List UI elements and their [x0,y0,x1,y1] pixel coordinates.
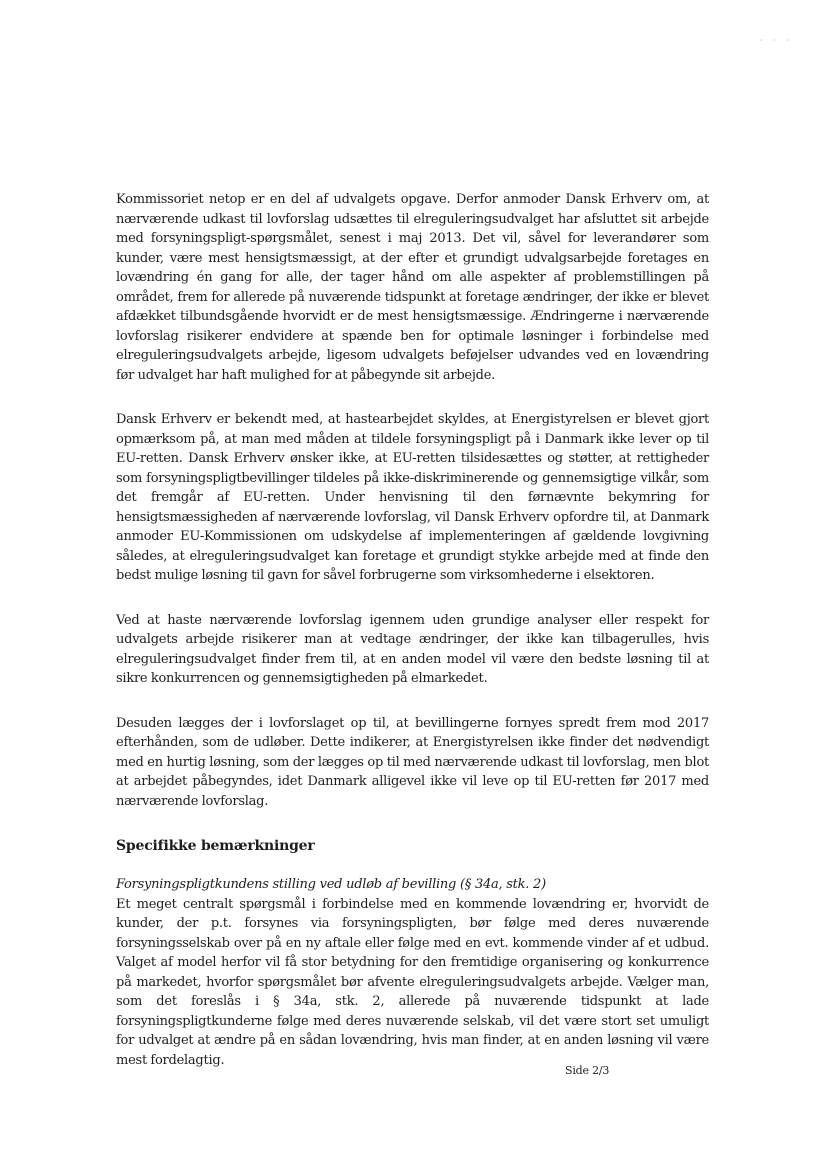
paragraph-haste-lovforslag: Ved at haste nærværende lovforslag igennem uden grundige analyser eller respekt for udvalgets arbejde risikerer man at vedtage ændringer, der ikke kan tilbagerulles, hvis elreguleringsudvalget finder frem til, at en anden model vil være den bedste løsning til at sikre konkurrencen og gennemsigtigheden på elmarkedet. [116,612,709,686]
paragraph-hastearbejdet: Dansk Erhverv er bekendt med, at hastearbejdet skyldes, at Energistyrelsen er blevet gjort opmærksom på, at man med måden at tildele forsyningspligt på i Danmark ikke lever op til EU-retten. Dansk Erhverv ønsker ikke, at EU-retten tilsidesættes og støtter, at rettigheder som forsyningspligtbevillinger tildeles på ikke-diskriminerende og gennemsigtige vilkår, som det fremgår af EU-retten. Under henvisning til den førnævnte bekymring for hensigtsmæssigheden af nærværende lovforslag, vil Dansk Erhverv opfordre til, at Danmark anmoder EU-Kommissionen om udskydelse af implementeringen af gældende lovgivning således, at elreguleringsudvalget kan foretage et grundigt stykke arbejde med at finde den bedst mulige løsning til gavn for såvel forbrugerne som virksomhederne i elsektoren. [116,412,709,583]
subsection-heading: Forsyningspligtkundens stilling ved udløb af bevilling (§ 34a, stk. 2) [116,877,546,892]
section-heading: Specifikke bemærkninger [116,838,315,854]
document-body [116,190,709,1095]
paragraph-kommissoriet: Kommissoriet netop er en del af udvalgets opgave. Derfor anmoder Dansk Erhverv om, at nærværende udkast til lovforslag udsættes til elreguleringsudvalget har afsluttet sit arbejde med forsyningspligt-spørgsmålet, senest i maj 2013. Det vil, såvel for leverandører som kunder, være mest hensigtsmæssigt, at der efter et grundigt udvalgsarbejde foretages en lovændring én gang for alle, der tager hånd om alle aspekter af problemstillingen på området, frem for allerede på nuværende tidspunkt at foretage ændringer, der ikke er blevet afdækket tilbundsgående hvorvidt er de mest hensigtsmæssige. Ændringerne i nærværende lovforslag risikerer endvidere at spænde ben for optimale løsninger i forbindelse med elreguleringsudvalgets arbejde, ligesom udvalgets beføjelser udvandes ved en lovændring før udvalget har haft mulighed for at påbegynde sit arbejde. [116,192,709,383]
scan-corner-marks: · · · [760,36,793,45]
page-number: Side 2/3 [565,1064,610,1077]
paragraph-forsyningspligtkunden: Et meget centralt spørgsmål i forbindelse med en kommende lovændring er, hvorvidt de kunder, der p.t. forsynes via forsyningspligten, bør følge med deres nuværende forsyningsselskab over på en ny aftale eller følge med en evt. kommende vinder af et udbud. Valget af model herfor vil få stor betydning for den fremtidige organisering og konkurrence på markedet, hvorfor spørgsmålet bør afvente elreguleringsudvalgets arbejde. Vælger man, som det foreslås i § 34a, stk. 2, allerede på nuværende tidspunkt at lade forsyningspligtkunderne følge med deres nuværende selskab, vil det være stort set umuligt for udvalget at ændre på en sådan lovændring, hvis man finder, at en anden løsning vil være mest fordelagtig. [116,896,709,1068]
paragraph-bevillinger-2017: Desuden lægges der i lovforslaget op til, at bevillingerne fornyes spredt frem mod 2017 efterhånden, som de udløber. Dette indikerer, at Energistyrelsen ikke finder det nødvendigt med en hurtig løsning, som der lægges op til med nærværende udkast til lovforslag, men blot at arbejdet påbegyndes, idet Danmark alligevel ikke vil leve op til EU-retten før 2017 med nærværende lovforslag. [116,715,709,809]
